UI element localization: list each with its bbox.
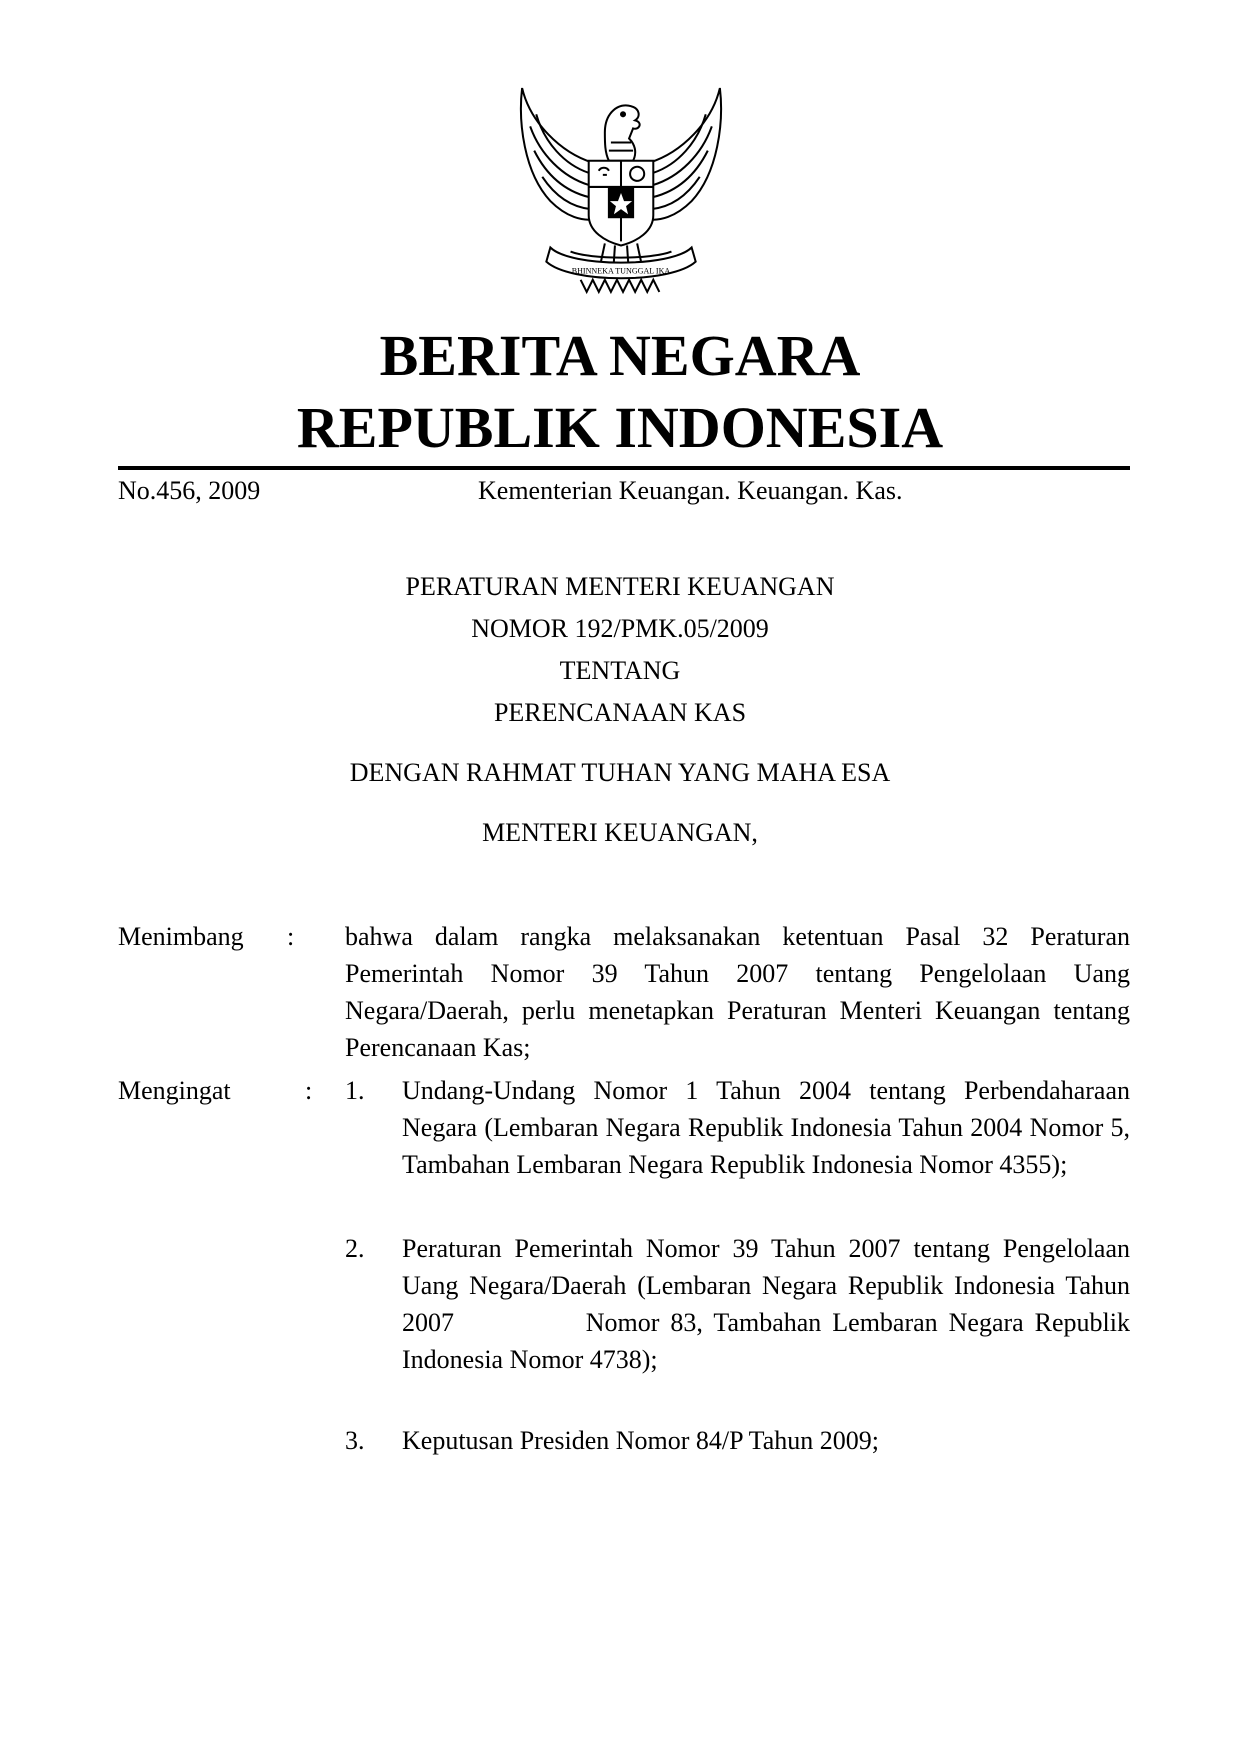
regulation-subject: PERENCANAAN KAS [493, 698, 747, 727]
menimbang-colon: : [287, 922, 295, 951]
mengingat-label: Mengingat [118, 1076, 231, 1105]
masthead-rule [118, 466, 1130, 470]
menimbang-text: bahwa dalam rangka melaksanakan ketentuan Pasal 32 Peraturan Pemerintah Nomor 39 Tahun 2007 tentang Pengelolaan Uang Negara/Daerah, perlu menetapkan Peraturan Menteri Keuangan tentang Perencanaan Kas; [345, 922, 1130, 1062]
regulation-title: PERATURAN MENTERI KEUANGAN [405, 572, 835, 601]
shield-icon [589, 161, 654, 246]
mengingat-colon: : [305, 1076, 313, 1105]
regulation-number: NOMOR 192/PMK.05/2009 [471, 614, 769, 643]
menimbang-label: Menimbang [118, 922, 244, 951]
edition-number: No.456, 2009 [118, 476, 261, 505]
masthead-title-line1: BERITA NEGARA [379, 323, 861, 388]
mengingat-item-3-text: Keputusan Presiden Nomor 84/P Tahun 2009; [402, 1426, 879, 1455]
mengingat-item-2-text: Peraturan Pemerintah Nomor 39 Tahun 2007 tentang Pengelolaan Uang Negara/Daerah (Lembaran Negara Republik Indonesia Tahun 2007 Nomor 83, Tambahan Lembaran Negara Republik Indonesia Nomor 4738); [402, 1234, 1137, 1374]
regulation-tentang: TENTANG [559, 656, 681, 685]
issuer-line: MENTERI KEUANGAN, [482, 818, 758, 847]
mengingat-item-1-text: Undang-Undang Nomor 1 Tahun 2004 tentang Perbendaharaan Negara (Lembaran Negara Republik Indonesia Tahun 2004 Nomor 5, Tambahan Lembaran Negara Republik Indonesia Nomor 4355); [402, 1076, 1130, 1179]
garuda-pancasila-emblem [510, 82, 732, 304]
mengingat-item-2-number: 2. [345, 1234, 365, 1263]
svg-text:BHINNEKA TUNGGAL IKA: BHINNEKA TUNGGAL IKA [571, 266, 671, 276]
mengingat-item-3-number: 3. [345, 1426, 365, 1455]
motto-ribbon [546, 247, 695, 278]
mengingat-item-1-number: 1. [345, 1076, 365, 1105]
masthead-title-line2: REPUBLIK INDONESIA [296, 395, 944, 460]
opening-phrase: DENGAN RAHMAT TUHAN YANG MAHA ESA [349, 758, 891, 787]
edition-category: Kementerian Keuangan. Keuangan. Kas. [478, 476, 903, 505]
